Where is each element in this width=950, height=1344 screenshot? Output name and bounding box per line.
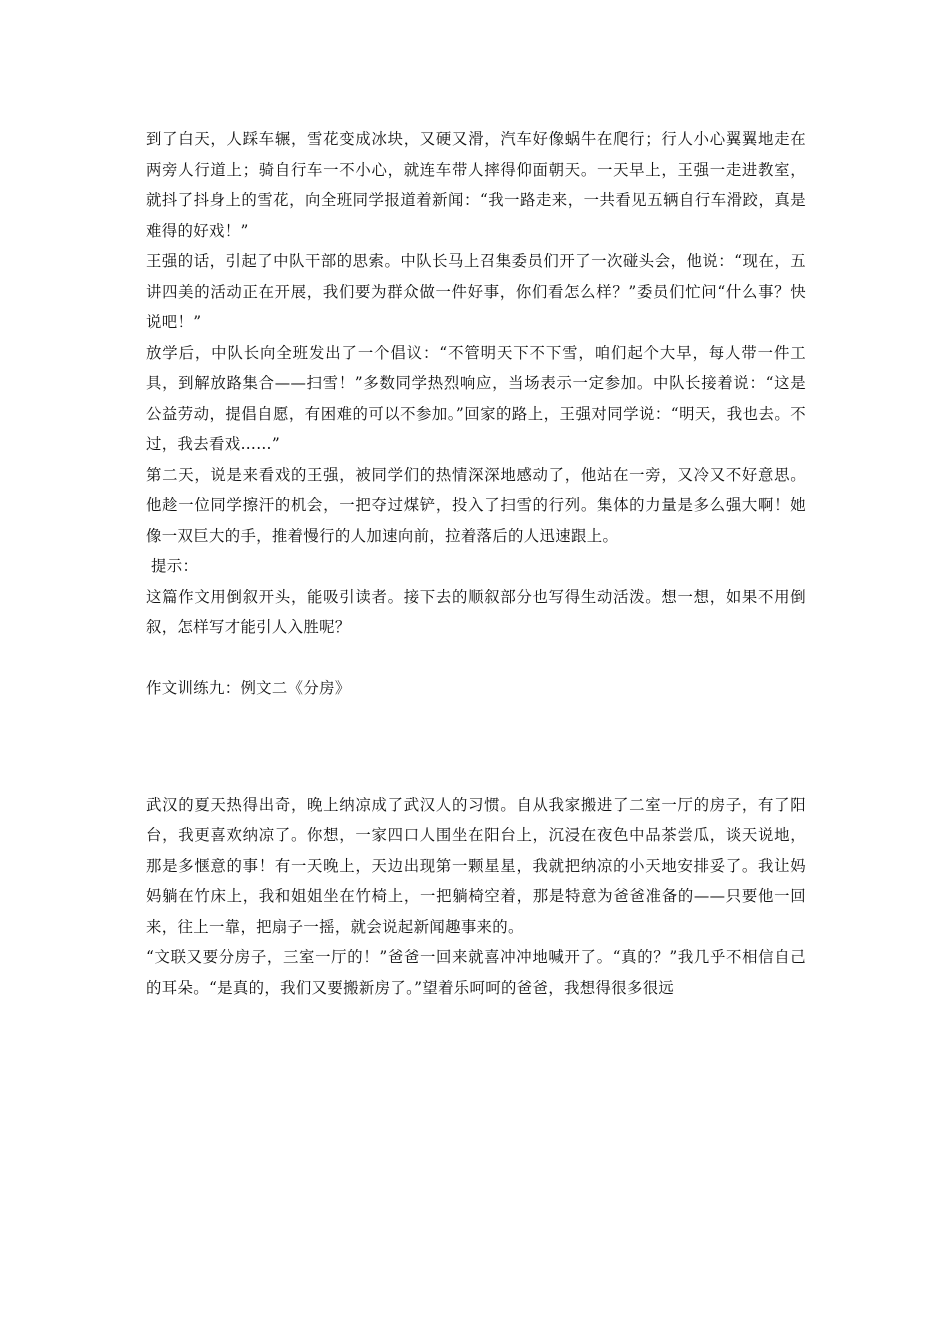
document-body: [146, 124, 806, 1003]
paragraph-second-day: 第二天，说是来看戏的王强，被同学们的热情深深地感动了，他站在一旁，又冷又不好意思。他趁一位同学擦汗的机会，一把夺过煤铲，投入了扫雪的行列。集体的力量是多么强大啊！她像一双巨大的手，推着慢行的人加速向前，拉着落后的人迅速跟上。: [146, 465, 806, 545]
section-title: 作文训练九：例文二《分房》: [146, 679, 351, 697]
paragraph-new-house: “文联又要分房子，三室一厅的！”爸爸一回来就喜冲冲地喊开了。“真的？”我几乎不相信自己的耳朵。“是真的，我们又要搬新房了。”望着乐呵呵的爸爸，我想得很多很远: [146, 948, 806, 997]
blank-gap: [146, 704, 806, 790]
paragraph-squad-meeting: 王强的话，引起了中队干部的思索。中队长马上召集委员们开了一次碰头会，他说：“现在，五讲四美的活动正在开展，我们要为群众做一件好事，你们看怎么样？”委员们忙问“什么事？快说吧！”: [146, 252, 806, 331]
paragraph-snow-morning: 到了白天，人踩车辗，雪花变成冰块，又硬又滑，汽车好像蜗牛在爬行；行人小心翼翼地走在两旁人行道上；骑自行车一不小心，就连车带人摔得仰面朝天。一天早上，王强一走进教室，就抖了抖身上的雪花，向全班同学报道着新闻：“我一路走来，一共看见五辆自行车滑跤，真是难得的好戏！”: [146, 130, 806, 240]
paragraph-proposal: 放学后，中队长向全班发出了一个倡议：“不管明天下不下雪，咱们起个大早，每人带一件工具，到解放路集合——扫雪！”多数同学热烈响应，当场表示一定参加。中队长接着说：“这是公益劳动，提倡自愿，有困难的可以不参加。”回家的路上，王强对同学说：“明天，我也去。不过，我去看戏……”: [146, 343, 806, 453]
hint-text: 这篇作文用倒叙开头，能吸引读者。接下去的顺叙部分也写得生动活泼。想一想，如果不用倒叙，怎样写才能引人入胜呢？: [146, 587, 806, 636]
blank-line: [146, 643, 806, 674]
paragraph-wuhan-summer: 武汉的夏天热得出奇，晚上纳凉成了武汉人的习惯。自从我家搬进了二室一厅的房子，有了阳台，我更喜欢纳凉了。你想，一家四口人围坐在阳台上，沉浸在夜色中品茶尝瓜，谈天说地，那是多惬意的事！有一天晚上，天边出现第一颗星星，我就把纳凉的小天地安排妥了。我让妈妈躺在竹床上，我和姐姐坐在竹椅上，一把躺椅空着，那是特意为爸爸准备的——只要他一回来，往上一靠，把扇子一摇，就会说起新闻趣事来的。: [146, 795, 806, 936]
hint-label: 提示：: [151, 557, 199, 575]
